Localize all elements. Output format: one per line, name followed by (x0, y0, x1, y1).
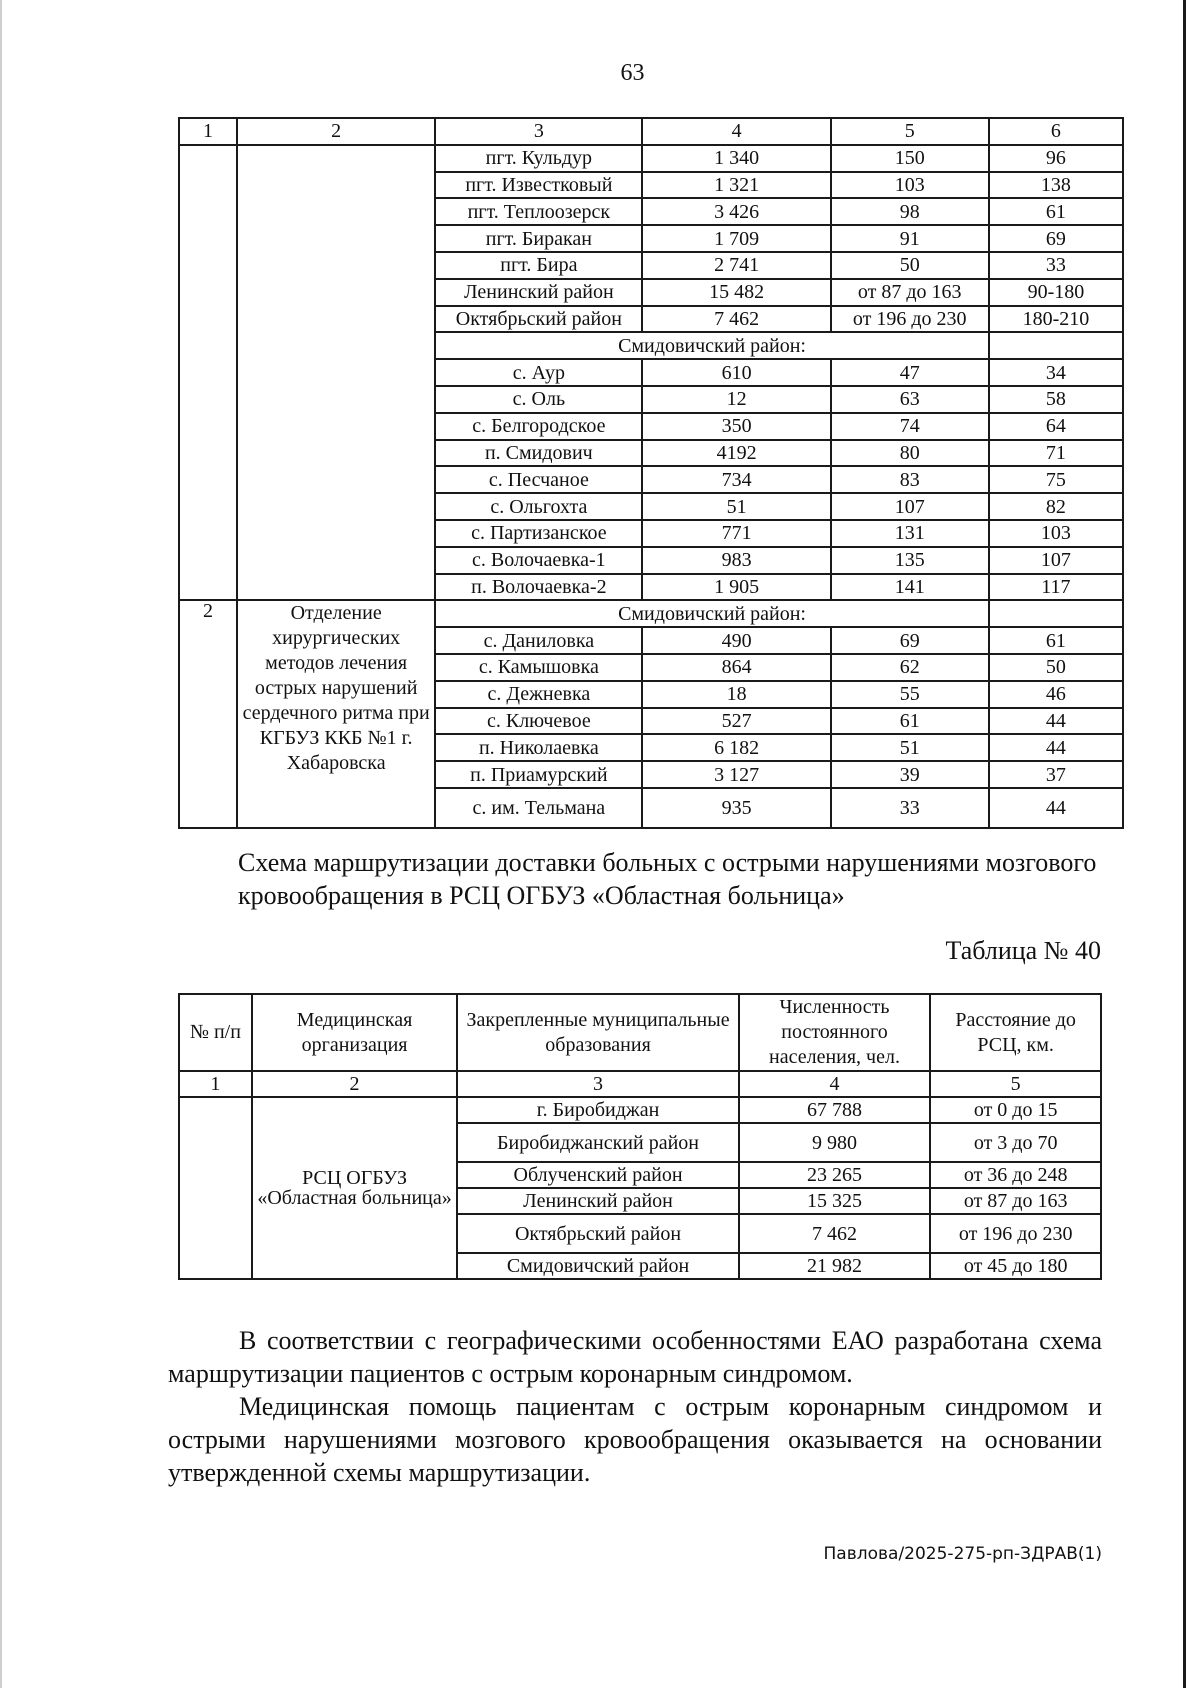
section-row (179, 600, 1123, 627)
table-cell: 7 462 (739, 1214, 931, 1253)
table-cell: 490 (642, 627, 830, 654)
table-cell: 2 741 (642, 252, 830, 279)
table-cell: с. Камышовка (435, 654, 642, 681)
table-cell: Ленинский район (457, 1188, 738, 1214)
document-code: Павлова/2025-275-рп-ЗДРАВ(1) (823, 1544, 1102, 1564)
table-cell: 23 265 (739, 1162, 931, 1188)
table-cell: 46 (989, 681, 1123, 708)
row-number-cell: 2 (179, 600, 237, 828)
table-cell: пгт. Теплоозерск (435, 198, 642, 225)
table-cell (989, 332, 1123, 359)
table-cell: 61 (831, 708, 989, 735)
column-number: 1 (179, 118, 237, 145)
table-cell: 62 (831, 654, 989, 681)
table-cell: 44 (989, 734, 1123, 761)
column-header: Расстояние до РСЦ, км. (930, 994, 1101, 1071)
column-number: 3 (435, 118, 642, 145)
table-cell (989, 600, 1123, 627)
table-cell: пгт. Биракан (435, 225, 642, 252)
table-cell: 141 (831, 574, 989, 601)
table-caption: Таблица № 40 (945, 936, 1101, 965)
table-cell: 3 426 (642, 198, 830, 225)
table-cell: 64 (989, 413, 1123, 440)
table-cell: 350 (642, 413, 830, 440)
table-cell: 33 (989, 252, 1123, 279)
table-row (179, 1097, 1101, 1123)
column-number: 6 (989, 118, 1123, 145)
table-cell: 61 (989, 198, 1123, 225)
table-cell: п. Николаевка (435, 734, 642, 761)
table-cell: пгт. Бира (435, 252, 642, 279)
table-cell: 12 (642, 386, 830, 413)
table-cell: от 45 до 180 (930, 1253, 1101, 1279)
table-cell: 63 (831, 386, 989, 413)
table-header-row (179, 994, 1101, 1071)
table-cell: пгт. Известковый (435, 172, 642, 199)
section-label: Смидовичский район: (435, 332, 989, 359)
table-cell: 983 (642, 547, 830, 574)
table-cell: с. Даниловка (435, 627, 642, 654)
table-row (179, 145, 1123, 172)
table-cell: 47 (831, 359, 989, 386)
organization-cell: РСЦ ОГБУЗ «Областная больница» (252, 1097, 458, 1279)
table-cell: 39 (831, 761, 989, 788)
table-cell: с. Песчаное (435, 466, 642, 493)
routing-table-continued (178, 117, 1124, 829)
table-cell: 33 (831, 788, 989, 828)
table-cell: 103 (989, 520, 1123, 547)
table-cell: 6 182 (642, 734, 830, 761)
table-cell: с. Волочаевка-1 (435, 547, 642, 574)
table-cell: 69 (831, 627, 989, 654)
table-cell: 44 (989, 708, 1123, 735)
table-cell: 150 (831, 145, 989, 172)
table-cell: 15 482 (642, 279, 830, 306)
table-cell: 74 (831, 413, 989, 440)
table-cell: 117 (989, 574, 1123, 601)
table-cell: 935 (642, 788, 830, 828)
table-cell: 34 (989, 359, 1123, 386)
table-cell: от 87 до 163 (831, 279, 989, 306)
table-cell: 1 709 (642, 225, 830, 252)
table-cell: 131 (831, 520, 989, 547)
table-cell: 138 (989, 172, 1123, 199)
table-cell: 21 982 (739, 1253, 931, 1279)
table-cell: Октябрьский район (457, 1214, 738, 1253)
table-cell: 1 340 (642, 145, 830, 172)
table-cell: 50 (989, 654, 1123, 681)
organization-cell: Отделение хирургических методов лечения острых нарушений сердечного ритма при КГБУЗ ККБ №1 г. Хабаровска (237, 600, 435, 828)
table-cell: 44 (989, 788, 1123, 828)
table-cell: 103 (831, 172, 989, 199)
table-cell: 91 (831, 225, 989, 252)
table-cell: 58 (989, 386, 1123, 413)
table-cell: с. Партизанское (435, 520, 642, 547)
table-cell: 1 321 (642, 172, 830, 199)
column-number: 1 (179, 1071, 252, 1097)
table-cell: 55 (831, 681, 989, 708)
table-cell: 15 325 (739, 1188, 931, 1214)
column-number: 2 (252, 1071, 458, 1097)
table-cell: от 3 до 70 (930, 1123, 1101, 1162)
column-number: 3 (457, 1071, 738, 1097)
table-cell: 4192 (642, 440, 830, 467)
row-number-cell (179, 1097, 252, 1279)
table-cell: 83 (831, 466, 989, 493)
table-cell: Смидовичский район (457, 1253, 738, 1279)
table-cell: п. Волочаевка-2 (435, 574, 642, 601)
table-cell: 18 (642, 681, 830, 708)
table-cell: с. Дежневка (435, 681, 642, 708)
table-cell: 107 (831, 493, 989, 520)
table-cell: 1 905 (642, 574, 830, 601)
table-cell: п. Смидович (435, 440, 642, 467)
table-cell: 51 (831, 734, 989, 761)
column-number: 2 (237, 118, 435, 145)
page-number: 63 (620, 60, 645, 86)
table-cell: с. Аур (435, 359, 642, 386)
table-cell: 734 (642, 466, 830, 493)
table-cell: 107 (989, 547, 1123, 574)
table-cell: 75 (989, 466, 1123, 493)
table-cell: 71 (989, 440, 1123, 467)
table-cell: 864 (642, 654, 830, 681)
table-cell: с. Оль (435, 386, 642, 413)
table-cell: 527 (642, 708, 830, 735)
table-cell: Октябрьский район (435, 306, 642, 333)
table-cell: 69 (989, 225, 1123, 252)
table-cell: 135 (831, 547, 989, 574)
table-cell: Биробиджанский район (457, 1123, 738, 1162)
column-number: 4 (739, 1071, 931, 1097)
table-cell: 90-180 (989, 279, 1123, 306)
column-header: Численность постоянного населения, чел. (739, 994, 931, 1071)
table-header-row (179, 118, 1123, 145)
table-cell: Ленинский район (435, 279, 642, 306)
table-cell: 610 (642, 359, 830, 386)
table-cell: 37 (989, 761, 1123, 788)
table-cell: от 0 до 15 (930, 1097, 1101, 1123)
table-cell: 98 (831, 198, 989, 225)
table-cell: 9 980 (739, 1123, 931, 1162)
column-header: № п/п (179, 994, 252, 1071)
column-header: Закрепленные муниципальные образования (457, 994, 738, 1071)
table-cell: 180-210 (989, 306, 1123, 333)
column-number: 5 (930, 1071, 1101, 1097)
row-number-cell (179, 145, 237, 601)
table-cell: 80 (831, 440, 989, 467)
table-cell: 771 (642, 520, 830, 547)
organization-cell (237, 145, 435, 601)
table-cell: с. Ольгохта (435, 493, 642, 520)
table-40 (178, 993, 1102, 1280)
column-number: 4 (642, 118, 830, 145)
table-cell: 67 788 (739, 1097, 931, 1123)
table-cell: 96 (989, 145, 1123, 172)
table-cell: с. Ключевое (435, 708, 642, 735)
table-cell: 7 462 (642, 306, 830, 333)
table-cell: п. Приамурский (435, 761, 642, 788)
section-label: Смидовичский район: (435, 600, 989, 627)
table-cell: 3 127 (642, 761, 830, 788)
table-cell: от 87 до 163 (930, 1188, 1101, 1214)
table-cell: 82 (989, 493, 1123, 520)
section-heading: Схема маршрутизации доставки больных с острыми нарушениями мозгового кровообращения в РСЦ ОГБУЗ «Областная больница» (238, 848, 1097, 910)
table-cell: 50 (831, 252, 989, 279)
paragraph: Медицинская помощь пациентам с острым коронарным синдромом и острыми нарушениями мозгового кровообращения оказывается на основании утвержденной схемы маршрутизации. (168, 1392, 1102, 1487)
table-cell: с. им. Тельмана (435, 788, 642, 828)
scan-edge-right (1183, 0, 1186, 1688)
table-cell: от 36 до 248 (930, 1162, 1101, 1188)
table-cell: Облученский район (457, 1162, 738, 1188)
table-cell: 51 (642, 493, 830, 520)
table-cell: пгт. Кульдур (435, 145, 642, 172)
scan-edge-left (0, 0, 2, 1688)
column-number: 5 (831, 118, 989, 145)
column-header: Медицинская организация (252, 994, 458, 1071)
paragraph: В соответствии с географическими особенностями ЕАО разработана схема маршрутизации пациентов с острым коронарным синдромом. (168, 1326, 1102, 1388)
table-cell: с. Белгородское (435, 413, 642, 440)
table-cell: 61 (989, 627, 1123, 654)
table-number-row (179, 1071, 1101, 1097)
table-cell: г. Биробиджан (457, 1097, 738, 1123)
table-cell: от 196 до 230 (930, 1214, 1101, 1253)
table-cell: от 196 до 230 (831, 306, 989, 333)
